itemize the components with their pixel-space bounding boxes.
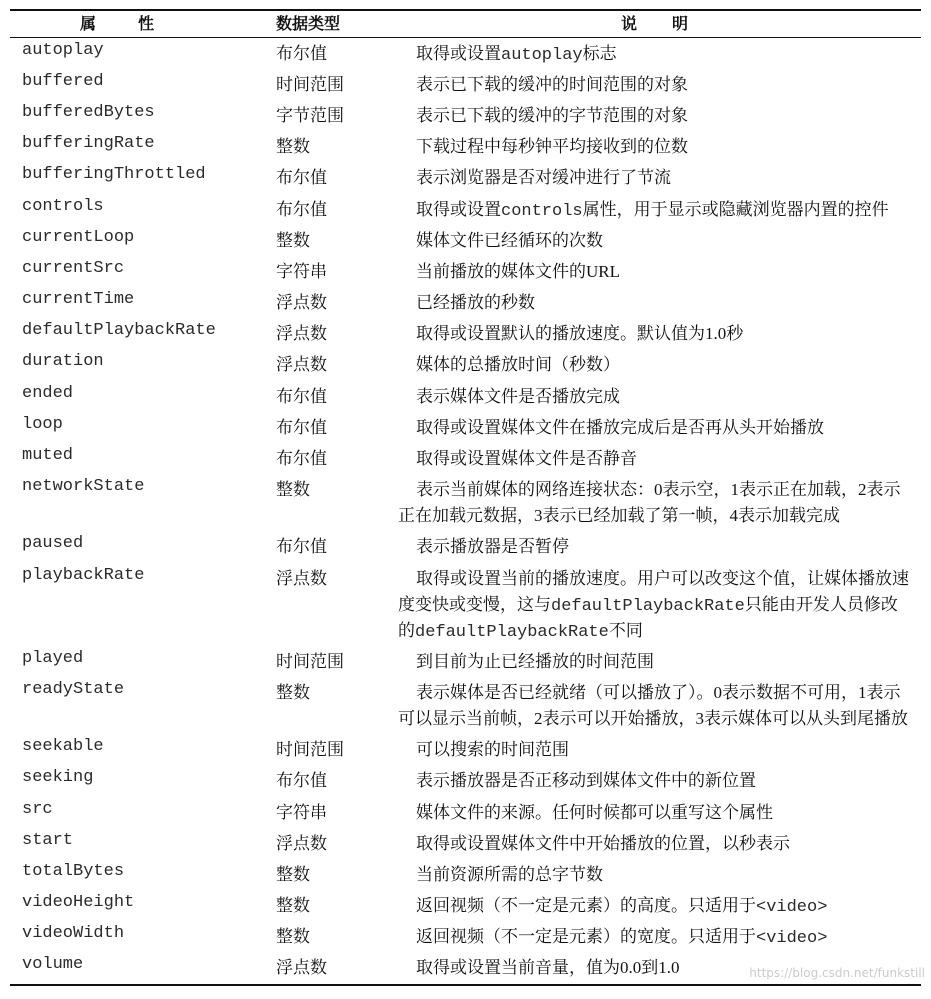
description: [398, 415, 921, 441]
description-line: [398, 800, 913, 826]
description: [398, 228, 921, 254]
table-row: [10, 766, 921, 797]
property-name: bufferedBytes: [22, 102, 155, 122]
property-name: bufferingThrottled: [22, 165, 206, 185]
code-term: autoplay: [501, 45, 583, 65]
table-row: [10, 163, 921, 194]
property-name: bufferingRate: [22, 134, 155, 154]
description-text: 正在加载元数据，3表示已经加载了第一帧，4表示加载完成: [398, 506, 840, 526]
description-line: [398, 737, 913, 763]
description-line: [398, 649, 913, 675]
table-row: [10, 891, 921, 922]
table-row: [10, 381, 921, 412]
code-term: defaultPlaybackRate: [415, 622, 609, 642]
description-text: 返回视频（不一定是元素）的宽度。只适用于: [416, 927, 756, 947]
description: [398, 321, 921, 347]
description-text: 当前资源所需的总字节数: [416, 864, 603, 884]
description-line: [398, 831, 913, 857]
data-type: 整数: [276, 682, 310, 702]
description-text: 当前播放的媒体文件的URL: [416, 261, 620, 281]
description-line: [398, 566, 913, 592]
description-text: 的: [398, 620, 415, 640]
data-type: 布尔值: [276, 537, 327, 557]
code-term: defaultPlaybackRate: [551, 596, 745, 616]
table-row: [10, 677, 921, 734]
description-line: [398, 768, 913, 794]
data-type: 浮点数: [276, 355, 327, 375]
description-text: 下载过程中每秒钟平均接收到的位数: [416, 137, 688, 157]
property-name: start: [22, 830, 74, 850]
description: [398, 534, 921, 560]
description: [398, 477, 921, 529]
table-row: [10, 69, 921, 100]
description-line: [398, 924, 913, 950]
data-type: 浮点数: [276, 568, 327, 588]
table-row: [10, 38, 921, 69]
data-type: 布尔值: [276, 771, 327, 791]
property-name: controls: [22, 196, 104, 216]
description-text: 媒体文件已经循环的次数: [416, 230, 603, 250]
description-text: 取得或设置: [416, 199, 501, 219]
description: [398, 649, 921, 675]
description-line: [398, 534, 913, 560]
table-row: [10, 132, 921, 163]
description-text: 媒体文件的来源。任何时候都可以重写这个属性: [416, 802, 773, 822]
description-line: [398, 165, 913, 191]
data-type: 整数: [276, 896, 310, 916]
code-term: controls: [501, 201, 583, 221]
data-type: 时间范围: [276, 740, 344, 760]
data-type: 浮点数: [276, 958, 327, 978]
description-line: [398, 862, 913, 888]
data-type: 整数: [276, 927, 310, 947]
table-row: [10, 288, 921, 319]
description: [398, 768, 921, 794]
description-text: 媒体的总播放时间（秒数）: [416, 355, 620, 375]
table-row: [10, 319, 921, 350]
data-type: 布尔值: [276, 199, 327, 219]
data-type: 布尔值: [276, 168, 327, 188]
property-name: currentLoop: [22, 227, 135, 247]
description-text: 不同: [608, 620, 643, 640]
data-type: 整数: [276, 864, 310, 884]
table-row: [10, 225, 921, 256]
description-text: 取得或设置: [416, 43, 501, 63]
description-text: 可以显示当前帧，2表示可以开始播放，3表示媒体可以从头到尾播放: [398, 708, 908, 728]
description-text: 取得或设置默认的播放速度。默认值为1.0秒: [416, 324, 744, 344]
description-text: 已经播放的秒数: [416, 293, 535, 313]
description-text: 表示已下载的缓冲的时间范围的对象: [416, 74, 688, 94]
description-text: 取得或设置当前的播放速度。用户可以改变这个值，让媒体播放速: [416, 568, 909, 588]
description-text: 取得或设置当前音量，值为0.0到1.0: [416, 958, 680, 978]
property-name: muted: [22, 446, 74, 466]
description-text: 取得或设置媒体文件在播放完成后是否再从头开始播放: [416, 417, 824, 437]
header-property: 属 性: [80, 14, 168, 33]
description: [398, 290, 921, 316]
description-line: [398, 680, 913, 706]
description: [398, 737, 921, 763]
table-row: [10, 797, 921, 828]
description: [398, 41, 921, 67]
description: [398, 352, 921, 378]
table-row: [10, 922, 921, 953]
description-line: [398, 592, 913, 618]
description-text: 属性，用于显示或隐藏浏览器内置的控件: [582, 199, 889, 219]
data-type: 时间范围: [276, 651, 344, 671]
description: [398, 566, 921, 644]
property-name: volume: [22, 955, 84, 975]
description-text: 标志: [582, 43, 617, 63]
property-name: defaultPlaybackRate: [22, 321, 216, 341]
description: [398, 134, 921, 160]
description-text: 度变快或变慢，这与: [398, 594, 551, 614]
data-type: 浮点数: [276, 293, 327, 313]
description-line: [398, 503, 913, 529]
description: [398, 384, 921, 410]
property-name: ended: [22, 383, 74, 403]
description-line: [398, 384, 913, 410]
description: [398, 893, 921, 919]
description-text: 取得或设置媒体文件中开始播放的位置，以秒表示: [416, 833, 790, 853]
data-type: 字符串: [276, 802, 327, 822]
description-text: 表示当前媒体的网络连接状态：0表示空，1表示正在加载，2表示: [416, 480, 901, 500]
data-type: 布尔值: [276, 417, 327, 437]
table-row: [10, 100, 921, 131]
description: [398, 862, 921, 888]
description: [398, 680, 921, 732]
description-line: [398, 618, 913, 644]
description-line: [398, 290, 913, 316]
property-name: currentSrc: [22, 258, 125, 278]
description-text: 取得或设置媒体文件是否静音: [416, 449, 637, 469]
description: [398, 924, 921, 950]
description-line: [398, 352, 913, 378]
description: [398, 165, 921, 191]
description-text: 可以搜索的时间范围: [416, 740, 569, 760]
data-type: 布尔值: [276, 449, 327, 469]
description-text: 表示媒体文件是否播放完成: [416, 386, 620, 406]
description-line: [398, 228, 913, 254]
table-row: [10, 735, 921, 766]
description-line: [398, 41, 913, 67]
description-line: [398, 477, 913, 503]
property-name: paused: [22, 534, 84, 554]
description: [398, 103, 921, 129]
description-text: 表示浏览器是否对缓冲进行了节流: [416, 168, 671, 188]
table-row: [10, 412, 921, 443]
description-text: 返回视频（不一定是元素）的高度。只适用于: [416, 896, 756, 916]
description-text: 只能由开发人员修改: [744, 594, 898, 614]
description-line: [398, 893, 913, 919]
property-name: videoWidth: [22, 924, 125, 944]
description-line: [398, 259, 913, 285]
description: [398, 446, 921, 472]
description: [398, 72, 921, 98]
table-row: [10, 859, 921, 890]
data-type: 整数: [276, 230, 310, 250]
table-row: [10, 828, 921, 859]
table-row: [10, 194, 921, 225]
description-line: [398, 321, 913, 347]
code-term: <video>: [756, 929, 828, 949]
property-name: buffered: [22, 71, 104, 91]
data-type: 字节范围: [276, 105, 344, 125]
property-name: videoHeight: [22, 893, 135, 913]
description: [398, 800, 921, 826]
media-properties-table: [10, 9, 921, 986]
property-name: played: [22, 648, 84, 668]
property-name: readyState: [22, 679, 125, 699]
table-row: [10, 563, 921, 646]
data-type: 字符串: [276, 261, 327, 281]
property-name: loop: [22, 414, 63, 434]
property-name: autoplay: [22, 40, 104, 60]
watermark-text: https://blog.csdn.net/funkstill: [749, 966, 925, 980]
property-name: currentTime: [22, 290, 135, 310]
table-body: [10, 38, 921, 986]
data-type: 布尔值: [276, 43, 327, 63]
property-name: duration: [22, 352, 104, 372]
property-name: seekable: [22, 737, 104, 757]
table-row: [10, 475, 921, 532]
description: [398, 197, 921, 223]
description-text: 表示播放器是否正移动到媒体文件中的新位置: [416, 771, 756, 791]
table-row: [10, 532, 921, 563]
data-type: 浮点数: [276, 833, 327, 853]
property-name: src: [22, 799, 53, 819]
table-row: [10, 256, 921, 287]
data-type: 整数: [276, 137, 310, 157]
description-line: [398, 415, 913, 441]
description-text: 到目前为止已经播放的时间范围: [416, 651, 654, 671]
data-type: 时间范围: [276, 74, 344, 94]
description-line: [398, 134, 913, 160]
description-line: [398, 103, 913, 129]
data-type: 整数: [276, 480, 310, 500]
code-term: <video>: [756, 898, 828, 918]
description-line: [398, 446, 913, 472]
property-name: totalBytes: [22, 861, 125, 881]
table-row: [10, 646, 921, 677]
property-name: seeking: [22, 768, 94, 788]
description-text: 表示播放器是否暂停: [416, 537, 569, 557]
table-row: [10, 443, 921, 474]
table-row: [10, 350, 921, 381]
description: [398, 831, 921, 857]
description-line: [398, 72, 913, 98]
description-text: 表示已下载的缓冲的字节范围的对象: [416, 105, 688, 125]
property-name: playbackRate: [22, 565, 145, 585]
data-type: 浮点数: [276, 324, 327, 344]
header-data-type: 数据类型: [276, 14, 341, 33]
header-description: 说 明: [621, 14, 698, 33]
property-name: networkState: [22, 477, 145, 497]
description-text: 表示媒体是否已经就绪（可以播放了）。0表示数据不可用，1表示: [416, 682, 901, 702]
table-header: [10, 9, 921, 38]
description: [398, 259, 921, 285]
description-line: [398, 706, 913, 732]
description-line: [398, 197, 913, 223]
data-type: 布尔值: [276, 386, 327, 406]
